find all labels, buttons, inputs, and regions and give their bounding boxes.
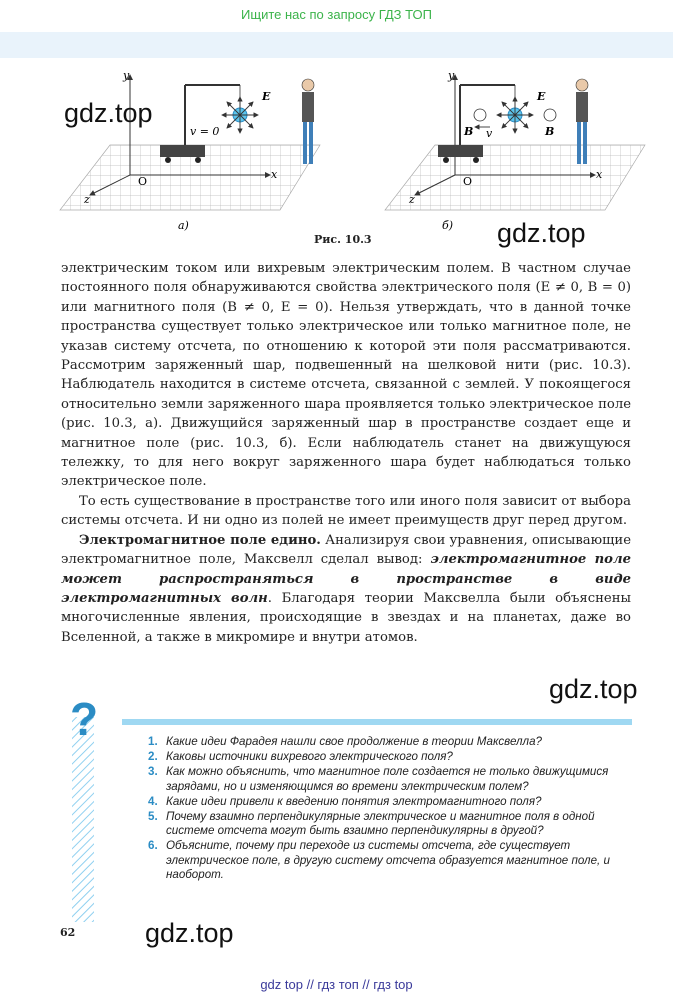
z-label-a: z <box>84 193 90 206</box>
question-item: 2. Каковы источники вихревого электрического поля? <box>148 750 453 764</box>
x-label-b: x <box>596 168 603 181</box>
watermark-1: gdz.top <box>64 98 153 128</box>
question-item: 4. Какие идеи привели к введению понятия электромагнитного поля? <box>148 794 542 808</box>
paragraph-2: То есть существование в пространстве того или иного поля зависит от выбора системы отсчета. И ни одно из полей не имеет преимуществ друг перед другом. <box>61 493 631 529</box>
label-B-left: B <box>464 125 474 138</box>
key-conclusion: электромагнитное поле может распространяться в пространстве в виде электромагнитных волн <box>61 552 631 606</box>
top-banner <box>0 0 673 30</box>
main-text <box>61 259 631 647</box>
question-item: 5. Почему взаимно перпендикулярные электрическое и магнитное поля в одной системе отсчета могут быть взаимно перпендикулярны в другой? <box>148 810 595 838</box>
page-number: 62 <box>60 926 76 939</box>
striped-bar <box>72 717 94 922</box>
paragraph-3: Электромагнитное поле едино. Анализируя свои уравнения, описывающие электромагнитное поле, Максвелл сделал вывод: электромагнитное поле может распространяться в пространстве в виде электромагнитных волн. Благодаря теории Максвелла были объяснены многочисленные явления, происходящие в звездах и на планетах, даже во Вселенной, а также в микромире и внутри атомов. <box>61 532 632 645</box>
watermark-4: gdz.top <box>145 918 234 948</box>
z-label-b: z <box>409 193 415 206</box>
question-mark-icon: ? <box>70 697 99 745</box>
paragraph-1: электрическим током или вихревым электрическим полем. В частном случае постоянного поля обнаруживаются свойства электрического поля (E ≠ 0, B = 0) или магнитного поля (B ≠ 0, E = 0). Нельзя утверждать, что в данной точке пространства существует только электрическое или только магнитное поле, не указав систему отсчета, по отношению к которой эти поля рассматриваются. Рассмотрим заряженный шар, подвешенный на шелковой нити (рис. 10.3). Наблюдатель находится в системе отсчета, связанной с землей. У покоящегося относительно земли заряженного шара проявляется только электрическое поле (рис. 10.3, а). Движущийся заряженный шар в пространстве создает еще и магнитное поле (рис. 10.3, б). Если наблюдатель станет на движущуюся тележку, то для него вокруг заряженного шара будет наблюдаться только электрическое поле. <box>61 261 631 490</box>
cart-a <box>160 145 205 157</box>
question-item: 6. Объясните, почему при переходе из системы отсчета, где существует электрическое поле, в другую систему отсчета образуется магнитное поле, и наоборот. <box>148 839 610 881</box>
panel-b <box>385 69 645 232</box>
watermark-2: gdz.top <box>497 218 586 248</box>
y-label-a: y <box>123 69 130 82</box>
label-v0: v = 0 <box>190 125 220 138</box>
y-label-b: y <box>448 69 455 82</box>
footer-watermark: gdz top // гдз топ // гдз top <box>260 977 413 992</box>
panel-a <box>60 69 320 232</box>
figure-caption: Рис. 10.3 <box>314 233 372 246</box>
origin-b: O <box>463 175 473 188</box>
b-field-ring-left <box>474 109 486 121</box>
label-E-a: E <box>262 90 271 103</box>
label-v: v <box>486 127 493 140</box>
top-watermark: Ищите нас по запросу ГДЗ ТОП <box>241 7 432 22</box>
x-label-a: x <box>271 168 278 181</box>
label-B-right: B <box>545 125 555 138</box>
cart-b <box>438 145 483 157</box>
label-E-b: E <box>537 90 546 103</box>
question-item: 3. Как можно объяснить, что магнитное поле создается не только движущимися зарядами, но и изменяющимся во времени электрическим полем? <box>148 765 609 793</box>
section-heading: Электромагнитное поле едино. <box>79 532 321 548</box>
origin-a: O <box>138 175 148 188</box>
floor-grid-b <box>385 145 645 210</box>
subcaption-a: а) <box>178 219 189 232</box>
subcaption-b: б) <box>442 219 454 232</box>
b-field-ring-right <box>544 109 556 121</box>
question-item: 1. Какие идеи Фарадея нашли свое продолжение в теории Максвелла? <box>148 735 542 748</box>
questions-list <box>148 735 638 883</box>
question-rule <box>122 719 632 725</box>
watermark-3: gdz.top <box>549 674 638 704</box>
header-band <box>0 32 673 58</box>
